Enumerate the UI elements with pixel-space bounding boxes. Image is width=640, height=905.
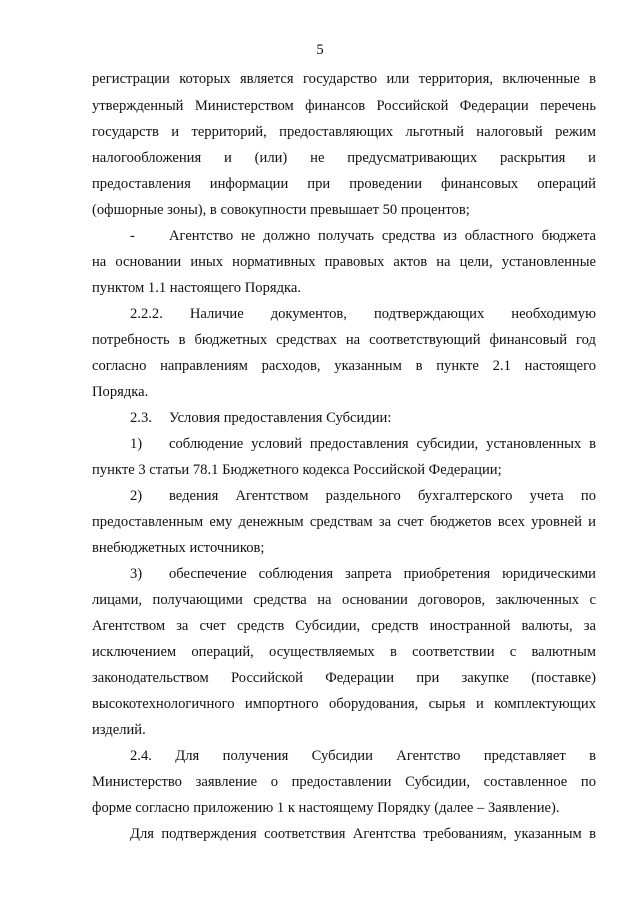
text-line: предоставления информации при проведении финансовых операций xyxy=(92,176,596,192)
text-line: пунктом 1.1 настоящего Порядка. xyxy=(92,280,302,296)
section-number: 2.3. xyxy=(130,410,152,426)
text-line: потребность в бюджетных средствах на соответствующий финансовый год xyxy=(92,332,596,348)
text-line: государств и территорий, предоставляющих льготный налоговый режим xyxy=(92,124,596,140)
text-line: предоставленным ему денежным средствам за счет бюджетов всех уровней и xyxy=(92,514,596,530)
text-line: ведения Агентством раздельного бухгалтерского учета по xyxy=(169,488,596,504)
text-line: Агентство не должно получать средства из областного бюджета xyxy=(169,228,596,244)
text-line: соблюдение условий предоставления субсидии, установленных в xyxy=(169,436,596,452)
text-line: форме согласно приложению 1 к настоящему Порядку (далее – Заявление). xyxy=(92,800,560,816)
text-line: налогообложения и (или) не предусматривающих раскрытия и xyxy=(92,150,596,166)
text-line: на основании иных нормативных правовых актов на цели, установленные xyxy=(92,254,596,270)
list-marker: 3) xyxy=(130,566,143,582)
text-line: обеспечение соблюдения запрета приобретения юридическими xyxy=(169,566,596,582)
text-line: утвержденный Министерством финансов Российской Федерации перечень xyxy=(92,98,596,114)
list-marker: 2) xyxy=(130,488,143,504)
list-marker: - xyxy=(130,228,135,244)
text-line: 2.4. Для получения Субсидии Агентство представляет в xyxy=(130,748,596,764)
text-line: законодательством Российской Федерации при закупке (поставке) xyxy=(92,670,596,686)
text-line: изделий. xyxy=(92,722,146,738)
list-marker: 1) xyxy=(130,436,143,452)
text-line: внебюджетных источников; xyxy=(92,540,265,556)
text-line: Агентством за счет средств Субсидии, средств иностранной валюты, за xyxy=(92,618,596,634)
text-line: высокотехнологичного импортного оборудования, сырья и комплектующих xyxy=(92,696,596,712)
text-line: исключением операций, осуществляемых в соответствии с валютным xyxy=(92,644,596,660)
section-heading: Условия предоставления Субсидии: xyxy=(169,410,392,426)
text-line: регистрации которых является государство или территория, включенные в xyxy=(92,71,596,87)
text-line: лицами, получающими средства на основании договоров, заключенных с xyxy=(92,592,596,608)
text-line: (офшорные зоны), в совокупности превышает 50 процентов; xyxy=(92,202,470,218)
text-line: согласно направлениям расходов, указанным в пункте 2.1 настоящего xyxy=(92,358,596,374)
text-line: Министерство заявление о предоставлении Субсидии, составленное по xyxy=(92,774,596,790)
text-line: 2.2.2. Наличие документов, подтверждающих необходимую xyxy=(130,306,596,322)
page-number: 5 xyxy=(316,42,324,58)
text-line: Порядка. xyxy=(92,384,149,400)
text-line: Для подтверждения соответствия Агентства требованиям, указанным в xyxy=(130,826,596,842)
text-line: пункте 3 статьи 78.1 Бюджетного кодекса Российской Федерации; xyxy=(92,462,502,478)
